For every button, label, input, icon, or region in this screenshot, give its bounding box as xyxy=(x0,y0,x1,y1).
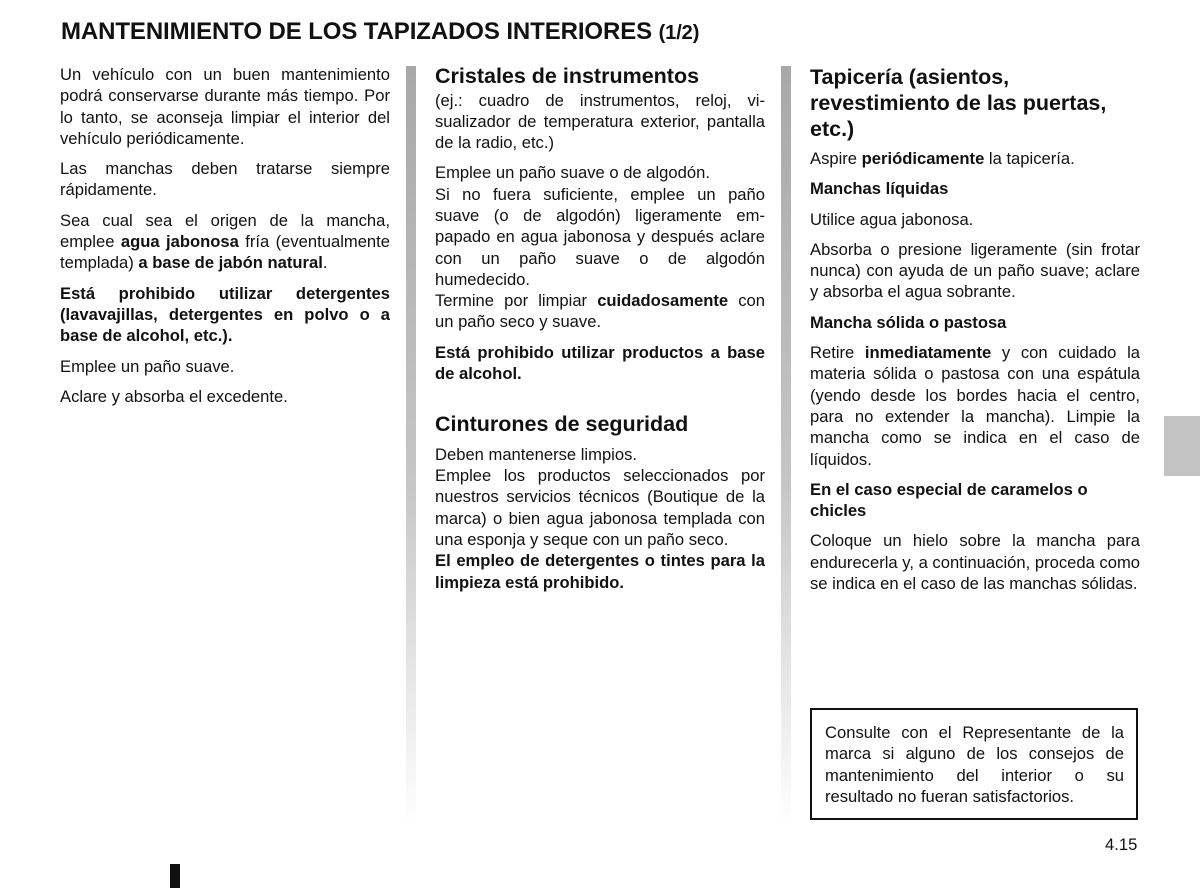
instrument-soapy: Si no fuera suficiente, emplee un paño suave (o de algodón) ligeramente empapado en agua jabonosa y después aclare con un paño suave o de algodón humedecido. xyxy=(435,184,765,289)
crop-mark xyxy=(170,864,180,888)
intro-paragraph: Un vehículo con un buen mantenimiento podrá conservarse durante más tiempo. Por lo tanto, se aconseja limpiar el interior del vehículo periódicamente. xyxy=(60,65,390,148)
instrument-cloth: Emplee un paño suave o de algodón. xyxy=(435,163,710,183)
bold-run: a base de jabón natural xyxy=(138,253,323,273)
prohibition-warning xyxy=(60,283,390,347)
column-upholstery xyxy=(810,64,1140,603)
page-title-part: (1/2) xyxy=(658,22,700,44)
solid-remove xyxy=(810,342,1140,470)
text-run: Aspire xyxy=(810,149,862,168)
page-title-main: MANTENIMIENTO DE LOS TAPIZADOS INTERIORES xyxy=(61,18,653,45)
heading-upholstery: Tapicería (asientos, revestimiento de las puertas, etc.) xyxy=(810,65,1107,141)
bold-run: Está prohibido utilizar detergentes (lavavajillas, detergentes en polvo o a base de alcohol, etc.). xyxy=(60,283,390,346)
belts-products: Emplee los productos seleccionados por nuestros servicios técnicos (Boutique de la marca) o bien agua jabonosa templada con una esponja y seque con un paño seco. xyxy=(435,466,765,550)
page-title xyxy=(61,18,699,46)
soap-paragraph xyxy=(60,210,390,274)
heading-seat-belts: Cinturones de seguridad xyxy=(435,412,689,437)
text-run: Sea cual sea el origen de la mancha, emplee xyxy=(60,210,390,252)
column-instruments xyxy=(435,64,765,602)
column-divider xyxy=(781,66,791,826)
liquid-absorb: Absorba o presione ligeramente (sin frotar nunca) con ayuda de un paño suave; aclare y absorba el agua sobrante. xyxy=(810,239,1140,302)
column-divider xyxy=(406,66,416,826)
belts-warning xyxy=(435,550,765,593)
candy-ice: Coloque un hielo sobre la mancha para endurecerla y, a continuación, proceda como se indica en el caso de las manchas sólidas. xyxy=(810,531,1140,594)
cloth-paragraph: Emplee un paño suave. xyxy=(60,356,235,376)
heading-instrument-glass: Cristales de instrumentos xyxy=(435,64,700,88)
stain-paragraph: Las manchas deben tratarse siempre rápidamente. xyxy=(60,159,390,200)
liquid-soapy: Utilice agua jabonosa. xyxy=(810,209,974,229)
bold-run: agua jabonosa xyxy=(120,232,239,252)
belts-clean: Deben mantenerse limpios. xyxy=(435,444,637,464)
text-run: Retire xyxy=(810,343,865,363)
heading-liquid-stains: Manchas líquidas xyxy=(810,179,949,199)
instrument-finish xyxy=(435,290,765,333)
page-number: 4.15 xyxy=(1105,835,1138,854)
text-run: . xyxy=(322,253,328,273)
text-run: Termine por limpiar xyxy=(435,291,598,311)
heading-candy-gum: En el caso especial de caramelos o chicles xyxy=(810,479,1088,521)
text-run: y con cuidado la materia sólida o pastosa con una espátula (yendo desde los bordes hacia el centro, para no extender la mancha). Limpie la mancha como se indica en el caso de líquidos. xyxy=(810,343,1140,469)
bold-run: El empleo de detergentes o tintes para la limpieza está prohibido. xyxy=(435,551,765,592)
bold-run: cuidadosamente xyxy=(597,291,729,311)
bold-run: periódicamente xyxy=(861,149,985,168)
upholstery-vacuum xyxy=(810,148,1140,169)
column-intro xyxy=(60,64,390,416)
rinse-paragraph: Aclare y absorba el excedente. xyxy=(60,386,288,406)
bold-run: Está prohibido utilizar productos a base de alcohol. xyxy=(435,342,765,384)
heading-solid-stains: Mancha sólida o pastosa xyxy=(810,312,1007,332)
alcohol-warning xyxy=(435,342,765,385)
text-run: con un paño seco y suave. xyxy=(435,291,765,332)
text-run: la tapicería. xyxy=(984,149,1075,168)
instrument-examples: (ej.: cuadro de instrumentos, reloj, visualizador de temperatura exterior, pantalla de la radio, etc.) xyxy=(435,90,765,153)
consult-note-box: Consulte con el Representante de la marca si alguno de los consejos de mantenimiento del interior o su resultado no fueran satisfactorios. xyxy=(810,708,1138,820)
section-tab-marker xyxy=(1164,416,1200,476)
bold-run: inmediatamente xyxy=(864,343,992,363)
text-run: fría (eventualmente templada) xyxy=(60,232,390,273)
